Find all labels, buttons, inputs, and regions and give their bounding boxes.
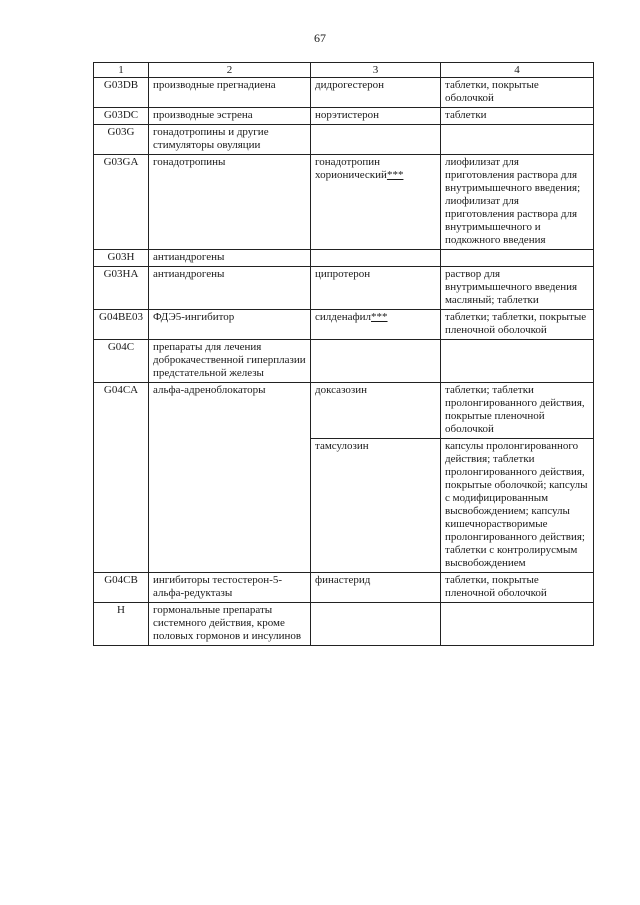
dosage-form: таблетки — [441, 108, 594, 125]
drug-table — [93, 62, 594, 646]
group-name: производные эстрена — [149, 108, 311, 125]
table-row — [94, 573, 594, 603]
atc-code: G03DC — [94, 108, 149, 125]
dosage-form — [441, 340, 594, 383]
group-name: гонадотропины и другие стимуляторы овуляции — [149, 125, 311, 155]
table-row — [94, 155, 594, 250]
header-cell: 3 — [311, 63, 441, 78]
substance-text: гонадотропин хорионический — [315, 156, 387, 181]
group-name: гормональные препараты системного действия, кроме половых гормонов и инсулинов — [149, 603, 311, 646]
dosage-form: таблетки, покрытые пленочной оболочкой — [441, 573, 594, 603]
substance-name — [311, 78, 441, 108]
substance-text: финастерид — [315, 574, 371, 586]
substance-text: доксазозин — [315, 384, 367, 396]
table-row — [94, 125, 594, 155]
page-number: 67 — [314, 31, 326, 45]
substance-name — [311, 383, 441, 439]
table-row — [94, 78, 594, 108]
group-name: антиандрогены — [149, 250, 311, 267]
substance-name — [311, 267, 441, 310]
dosage-form: капсулы пролонгированного действия; таблетки пролонгированного действия, покрытые оболочкой; капсулы с модифицированным высвобождением; капсулы кишечнорастворимые пролонгированного действия; таблетки с контролирусмым высвобождением — [441, 439, 594, 573]
atc-code: H — [94, 603, 149, 646]
dosage-form: таблетки, покрытые оболочкой — [441, 78, 594, 108]
group-name: антиандрогены — [149, 267, 311, 310]
substance-text: силденафил — [315, 311, 372, 323]
dosage-form: таблетки; таблетки пролонгированного действия, покрытые пленочной оболочкой — [441, 383, 594, 439]
table-row — [94, 250, 594, 267]
substance-text: дидрогестерон — [315, 79, 385, 91]
table-row — [94, 383, 594, 439]
group-name: альфа-адреноблокаторы — [149, 383, 311, 573]
restricted-mark: *** — [386, 169, 404, 181]
group-name: ФДЭ5-ингибитор — [149, 310, 311, 340]
atc-code: G03H — [94, 250, 149, 267]
dosage-form — [441, 125, 594, 155]
substance-name — [311, 155, 441, 250]
substance-name — [311, 108, 441, 125]
group-name: препараты для лечения доброкачественной гиперплазии предстательной железы — [149, 340, 311, 383]
atc-code: G04CB — [94, 573, 149, 603]
dosage-form — [441, 603, 594, 646]
substance-name — [311, 573, 441, 603]
restricted-mark: *** — [371, 311, 388, 323]
dosage-form — [441, 250, 594, 267]
dosage-form: таблетки; таблетки, покрытые пленочной оболочкой — [441, 310, 594, 340]
header-cell: 4 — [441, 63, 594, 78]
substance-text: норэтистерон — [315, 109, 380, 121]
atc-code: G03G — [94, 125, 149, 155]
dosage-form: лиофилизат для приготовления раствора для внутримышечного введения; лиофилизат для приготовления раствора для внутримышечного и подкожного введения — [441, 155, 594, 250]
atc-code: G03DB — [94, 78, 149, 108]
table-row — [94, 310, 594, 340]
table-row — [94, 340, 594, 383]
atc-code: G04CA — [94, 383, 149, 573]
header-cell: 1 — [94, 63, 149, 78]
table-row — [94, 267, 594, 310]
substance-name — [311, 439, 441, 573]
dosage-form: раствор для внутримышечного введения масляный; таблетки — [441, 267, 594, 310]
group-name: ингибиторы тестостерон-5-альфа-редуктазы — [149, 573, 311, 603]
substance-text: тамсулозин — [315, 440, 369, 452]
table-header-row — [94, 63, 594, 78]
atc-code: G03HA — [94, 267, 149, 310]
substance-name — [311, 603, 441, 646]
header-cell: 2 — [149, 63, 311, 78]
substance-name — [311, 125, 441, 155]
table-row — [94, 108, 594, 125]
substance-text: ципротерон — [315, 268, 371, 280]
atc-code: G04BE03 — [94, 310, 149, 340]
atc-code: G03GA — [94, 155, 149, 250]
table-row — [94, 603, 594, 646]
group-name: производные прегнадиена — [149, 78, 311, 108]
substance-name — [311, 340, 441, 383]
substance-name — [311, 250, 441, 267]
atc-code: G04C — [94, 340, 149, 383]
substance-name — [311, 310, 441, 340]
group-name: гонадотропины — [149, 155, 311, 250]
